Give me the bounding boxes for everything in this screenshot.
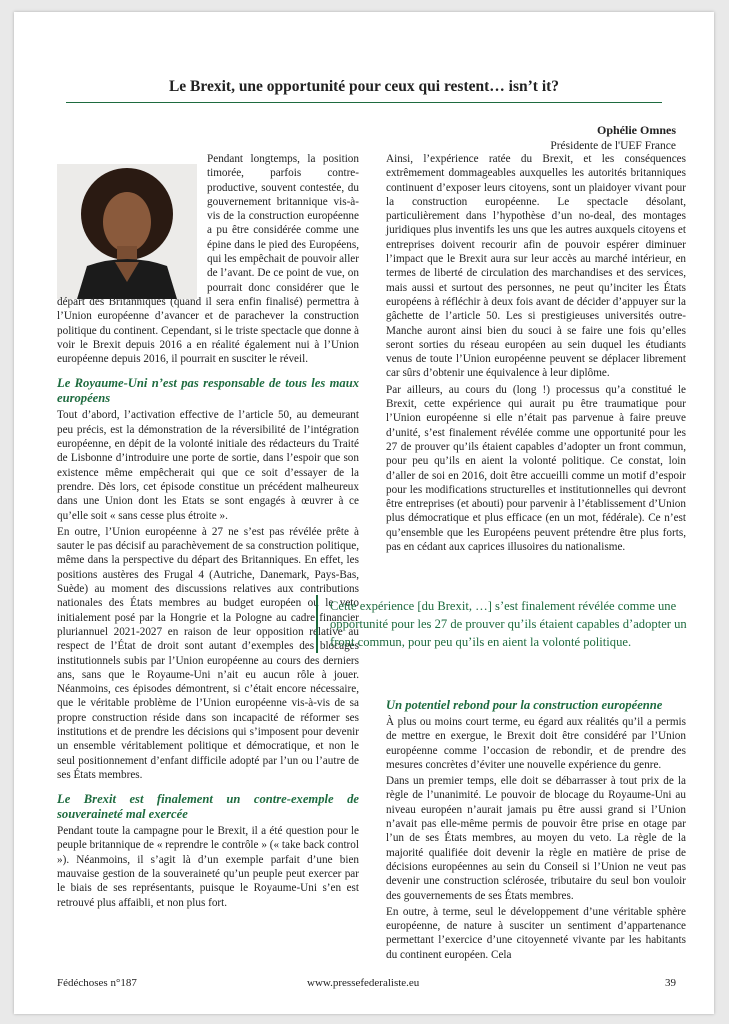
document-page xyxy=(14,12,714,1014)
author-role: Présidente de l'UEF France xyxy=(550,140,676,152)
footer-page-number: 39 xyxy=(665,977,676,989)
article-title: Le Brexit, une opportunité pour ceux qui restent… isn’t it? xyxy=(66,76,662,103)
right-paragraph-2: Par ailleurs, au cours du (long !) processus qu’a constitué le Brexit, cette expérience qui aurait pu être traumatique pour l’Union européenne si elle n’était pas parvenue à faire preuve d’unité, s’est finalement révélée comme une opportunité pour les 27 de prouver qu’ils étaient capables d’adopter un front commun, pour peu qu’ils en aient la volonté politique. Ce constat, loin d’aller de soi en 2016, doit être accueilli comme un motif d’espoir pour les modifications structurelles et institutionnelles qui devront être entreprises (et abouti) pour parvenir à l’établissement d’Union plus démocratique et plus efficace (en un mot, fédérale). Ce n’est qu’ensemble que les Européens peuvent prétendre être plus forts, pas en cédant aux caprices illusoires du nationalisme. xyxy=(386,383,686,554)
right-column-bottom xyxy=(386,688,686,964)
photo-spacer xyxy=(57,152,207,292)
right-paragraph-1: Ainsi, l’expérience ratée du Brexit, et les conséquences extrêmement dommageables auxquelles les autorités britanniques continuent d’exposer leurs citoyens, sont un plaidoyer vivant pour la construction européenne. Le spectacle désolant, particulièrement dans l’hypothèse d’un no-deal, des montages juridiques plus inventifs les uns que les autres auxquels citoyens et entreprises doivent recourir afin de pouvoir espérer diminuer l’impact que le Brexit aura sur leur accès au marché intérieur, en termes de liberté de circulation des marchandises et des services, mais aussi et surtout des personnes, ne peut qu’inciter les États européens à réfléchir à deux fois avant de décider d’appuyer sur la gâchette de l’article 50. Les si prestigieuses universités outre-Manche auront ainsi bien du souci à se faire une fois qu’elles seront sorties du réseau européen au sein duquel les étudiants venus de toute l’Union européenne peuvent se déplacer librement car sûrs d’obtenir une équivalence à leur diplôme. xyxy=(386,153,686,380)
section-heading-3: Un potentiel rebond pour la construction européenne xyxy=(386,698,663,712)
author-block xyxy=(550,122,676,154)
footer-publication: Fédéchoses n°187 xyxy=(57,977,137,989)
section1-paragraph-2: En outre, l’Union européenne à 27 ne s’est pas révélée prête à sauter le pas décisif au parachèvement de sa construction politique, même dans la perspective du départ des Britanniques. En effet, les positions austères des Frugal 4 (Autriche, Danemark, Pays-Bas, Suède) au moment des discussions relatives aux contributions nationales des États membres au budget européen ou le veto initialement posé par la Hongrie et la Pologne au cadre financier pluriannuel 2021-2027 en raison de leur opposition relative au respect de l’État de droit sont autant d’exemples des blocages institutionnels subis par l’Union européenne au cours des derniers ans, sans que le Royaume-Uni n’ait eu aucun rôle à jouer. Néanmoins, ces épisodes démontrent, si c’était encore nécessaire, que le véritable problème de l’Union européenne vis-à-vis de sa propre construction réside dans son incapacité de réformer ses institutions et de prendre les décisions qui s’imposent pour devenir un ensemble véritablement politique et démocratique, et non le seul positionnement d’enfant difficile adopté par l’un ou l’autre de ses États membres. xyxy=(57,525,359,781)
section3-paragraph-3: En outre, à terme, seul le développement d’une véritable sphère européenne, de nature à susciter un sentiment d’appartenance permettant l’exercice d’une citoyenneté vivante par les habitants du continent européen. Cela xyxy=(386,905,686,961)
intro-paragraph: Pendant longtemps, la position timorée, parfois contre-productive, souvent contestée, du gouvernement britannique vis-à-vis de la construction européenne a pu être considérée comme une épine dans le pied des Européens, qui les empêchait de pouvoir aller de l’avant. De ce point de vue, on pourrait donc considérer que le départ des Britanniques (quand il sera enfin finalisé) permettra à l’Union européenne d’avancer et de parachever la construction politique du continent. Cependant, si le triste spectacle que donne à voir le Brexit depuis 2016 a en réalité également nui à l’Union européenne depuis 2016, il pourrait en susciter le réveil. xyxy=(57,153,359,366)
section3-paragraph-2: Dans un premier temps, elle doit se débarrasser à tout prix de la règle de l’unanimité. Le pouvoir de blocage du Royaume-Uni au niveau européen n’aurait jamais pu être aussi grand si l’Union n’avait pas elle-même permis de pouvoir être prise en otage par l’un de ses États membres, au moyen du veto. La règle de la majorité qualifiée doit devenir la règle en matière de prise de décisions européennes au sein du Conseil si l’Union ne veut pas devenir une construction sclérosée, tributaire du seul bon vouloir des gouvernements de ses États membres. xyxy=(386,775,686,902)
left-column xyxy=(57,152,359,912)
section1-paragraph-1: Tout d’abord, l’activation effective de l’article 50, au demeurant peu précis, est la démonstration de la réversibilité de l’intégration européenne, en dépit de la volonté initiale des rédacteurs du Traité de Lisbonne d’introduire une porte de sortie, dans l’espoir que son existence même empêcherait qui que ce soit d’essayer de la prendre. Dès lors, cet épisode constitue un précédent malheureux dans une Union dont les Etats se sont engagés à œuvrer à ce qu’elle soit « sans cesse plus étroite ». xyxy=(57,409,359,522)
section-heading-2: Le Brexit est finalement un contre-exemple de souveraineté mal exercée xyxy=(57,792,359,822)
section2-paragraph-1: Pendant toute la campagne pour le Brexit, il a été question pour le peuple britannique de « reprendre le contrôle » (« take back control »). Néanmoins, il s’agit là d’un exemple parfait d’une bien mauvaise gestion de la souveraineté qu’un peuple peut exercer par le biais de ses représentants, puisque le Royaume-Uni s’en est retrouvé plus affaibli, et non plus fort. xyxy=(57,825,359,909)
section3-paragraph-1: À plus ou moins court terme, eu égard aux réalités qu’il a permis de mettre en exergue, le Brexit doit être considéré par l’Union européenne comme l’occasion de rebondir, et de prendre des mesures concrètes d’éviter une nouvelle expérience du genre. xyxy=(386,716,686,771)
pull-quote: Cette expérience [du Brexit, …] s’est finalement révélée comme une opportunité pour les 27 de prouver qu’ils étaient capables d’adopter un front commun, pour peu qu’ils en aient la volonté politique. xyxy=(316,595,702,653)
author-name: Ophélie Omnes xyxy=(596,123,676,137)
right-column-top xyxy=(386,152,686,556)
section-heading-1: Le Royaume-Uni n’est pas responsable de tous les maux européens xyxy=(57,376,359,406)
footer-website: www.pressefederaliste.eu xyxy=(307,977,420,989)
